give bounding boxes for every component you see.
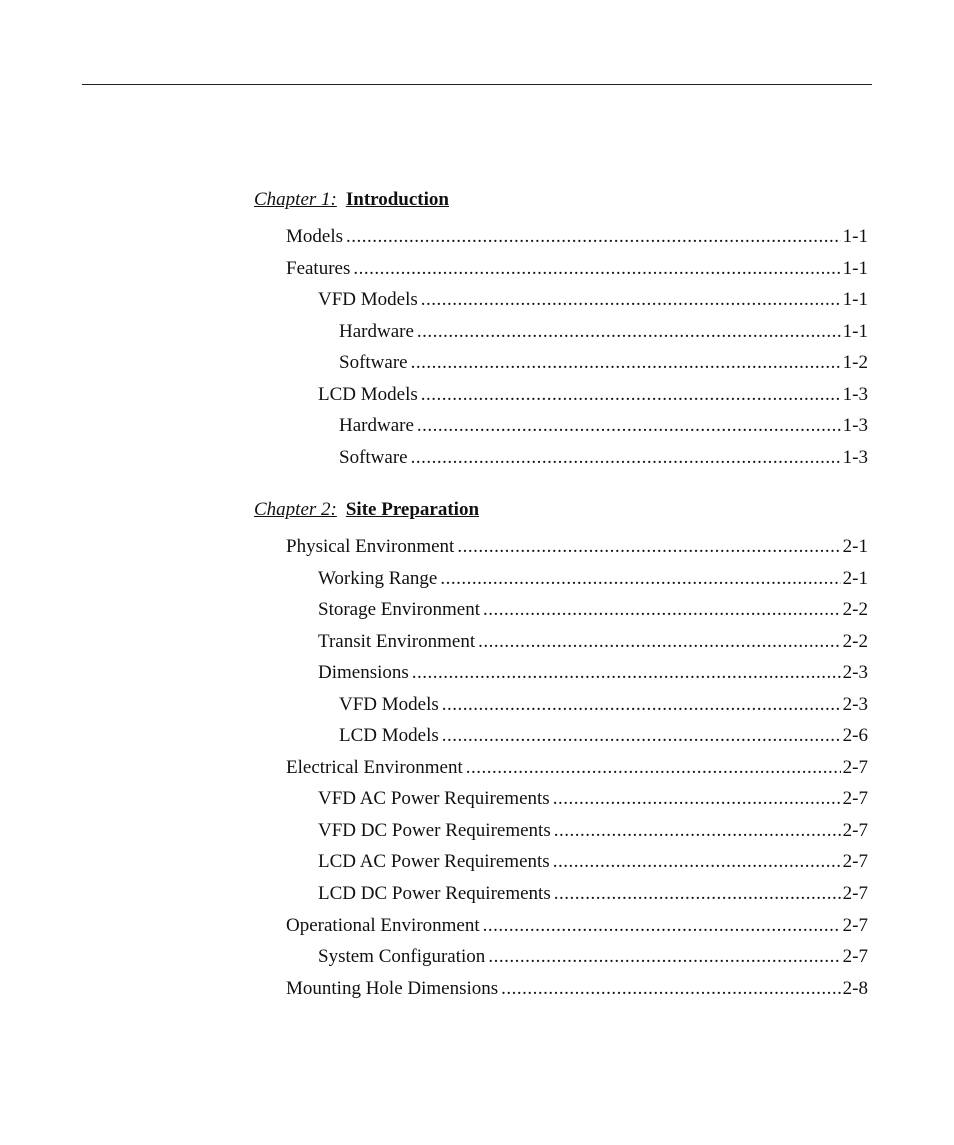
entry-title: Operational Environment bbox=[286, 915, 480, 936]
dot-leader bbox=[466, 757, 841, 779]
toc-entry[interactable] bbox=[286, 258, 868, 280]
entry-title: LCD Models bbox=[318, 384, 418, 405]
chapter-2-heading[interactable] bbox=[254, 499, 479, 521]
entry-page: 2-7 bbox=[842, 946, 868, 967]
toc-entry[interactable] bbox=[318, 946, 868, 968]
toc-entry[interactable] bbox=[318, 599, 868, 621]
toc-entry[interactable] bbox=[318, 662, 868, 684]
entry-title: Transit Environment bbox=[318, 631, 476, 652]
chapter-1-heading[interactable] bbox=[254, 189, 449, 211]
entry-title: Software bbox=[339, 352, 408, 373]
dot-leader bbox=[417, 415, 841, 437]
entry-title: LCD Models bbox=[339, 725, 439, 746]
chapter-label: Chapter 2: bbox=[254, 499, 337, 520]
entry-page: 2-6 bbox=[842, 725, 868, 746]
dot-leader bbox=[501, 978, 841, 1000]
dot-leader bbox=[483, 599, 841, 621]
entry-page: 1-3 bbox=[842, 447, 868, 468]
dot-leader bbox=[346, 226, 841, 248]
toc-entry[interactable] bbox=[318, 788, 868, 810]
entry-page: 2-3 bbox=[842, 662, 868, 683]
dot-leader bbox=[442, 725, 841, 747]
toc-entry[interactable] bbox=[339, 352, 868, 374]
toc-entry[interactable] bbox=[339, 694, 868, 716]
entry-page: 2-7 bbox=[842, 757, 868, 778]
dot-leader bbox=[421, 384, 841, 406]
toc-entry[interactable] bbox=[286, 536, 868, 558]
toc-entry[interactable] bbox=[318, 883, 868, 905]
entry-title: Features bbox=[286, 258, 351, 279]
dot-leader bbox=[553, 788, 841, 810]
entry-page: 2-2 bbox=[842, 631, 868, 652]
entry-page: 2-7 bbox=[842, 883, 868, 904]
toc-entry[interactable] bbox=[318, 384, 868, 406]
entry-page: 1-2 bbox=[842, 352, 868, 373]
toc-entry[interactable] bbox=[286, 915, 868, 937]
entry-page: 2-1 bbox=[842, 568, 868, 589]
entry-page: 2-1 bbox=[842, 536, 868, 557]
dot-leader bbox=[353, 258, 840, 280]
entry-title: Dimensions bbox=[318, 662, 409, 683]
entry-page: 1-1 bbox=[842, 321, 868, 342]
toc-entry[interactable] bbox=[318, 289, 868, 311]
entry-page: 2-7 bbox=[842, 851, 868, 872]
dot-leader bbox=[412, 662, 841, 684]
dot-leader bbox=[457, 536, 840, 558]
entry-page: 2-8 bbox=[842, 978, 868, 999]
chapter-label: Chapter 1: bbox=[254, 189, 337, 210]
chapter-title: Introduction bbox=[345, 189, 449, 210]
dot-leader bbox=[417, 321, 841, 343]
entry-title: VFD Models bbox=[318, 289, 418, 310]
entry-page: 1-3 bbox=[842, 384, 868, 405]
toc-entry[interactable] bbox=[339, 321, 868, 343]
toc-entry[interactable] bbox=[339, 415, 868, 437]
dot-leader bbox=[421, 289, 841, 311]
entry-page: 1-3 bbox=[842, 415, 868, 436]
entry-title: LCD AC Power Requirements bbox=[318, 851, 550, 872]
entry-title: VFD DC Power Requirements bbox=[318, 820, 551, 841]
toc-entry[interactable] bbox=[318, 631, 868, 653]
entry-title: Mounting Hole Dimensions bbox=[286, 978, 499, 999]
dot-leader bbox=[553, 851, 841, 873]
toc-entry[interactable] bbox=[286, 757, 868, 779]
entry-title: Software bbox=[339, 447, 408, 468]
entry-title: Storage Environment bbox=[318, 599, 480, 620]
entry-title: Electrical Environment bbox=[286, 757, 463, 778]
entry-title: Working Range bbox=[318, 568, 438, 589]
toc-entry[interactable] bbox=[339, 447, 868, 469]
toc-entry[interactable] bbox=[286, 978, 868, 1000]
entry-page: 1-1 bbox=[842, 289, 868, 310]
dot-leader bbox=[411, 352, 841, 374]
entry-page: 2-7 bbox=[842, 788, 868, 809]
entry-page: 2-7 bbox=[842, 915, 868, 936]
toc-entry[interactable] bbox=[286, 226, 868, 248]
dot-leader bbox=[554, 820, 841, 842]
toc-entry[interactable] bbox=[318, 568, 868, 590]
entry-title: VFD Models bbox=[339, 694, 439, 715]
entry-page: 2-7 bbox=[842, 820, 868, 841]
entry-title: Physical Environment bbox=[286, 536, 455, 557]
toc-entry[interactable] bbox=[318, 820, 868, 842]
entry-title: VFD AC Power Requirements bbox=[318, 788, 550, 809]
entry-title: Hardware bbox=[339, 321, 414, 342]
dot-leader bbox=[488, 946, 840, 968]
dot-leader bbox=[554, 883, 841, 905]
entry-title: LCD DC Power Requirements bbox=[318, 883, 551, 904]
chapter-title: Site Preparation bbox=[345, 499, 480, 520]
entry-page: 2-3 bbox=[842, 694, 868, 715]
entry-page: 1-1 bbox=[842, 258, 868, 279]
entry-title: System Configuration bbox=[318, 946, 486, 967]
dot-leader bbox=[478, 631, 841, 653]
entry-title: Models bbox=[286, 226, 343, 247]
dot-leader bbox=[483, 915, 841, 937]
entry-page: 2-2 bbox=[842, 599, 868, 620]
toc-entry[interactable] bbox=[339, 725, 868, 747]
dot-leader bbox=[440, 568, 840, 590]
dot-leader bbox=[411, 447, 841, 469]
entry-page: 1-1 bbox=[842, 226, 868, 247]
toc-entry[interactable] bbox=[318, 851, 868, 873]
entry-title: Hardware bbox=[339, 415, 414, 436]
dot-leader bbox=[442, 694, 841, 716]
